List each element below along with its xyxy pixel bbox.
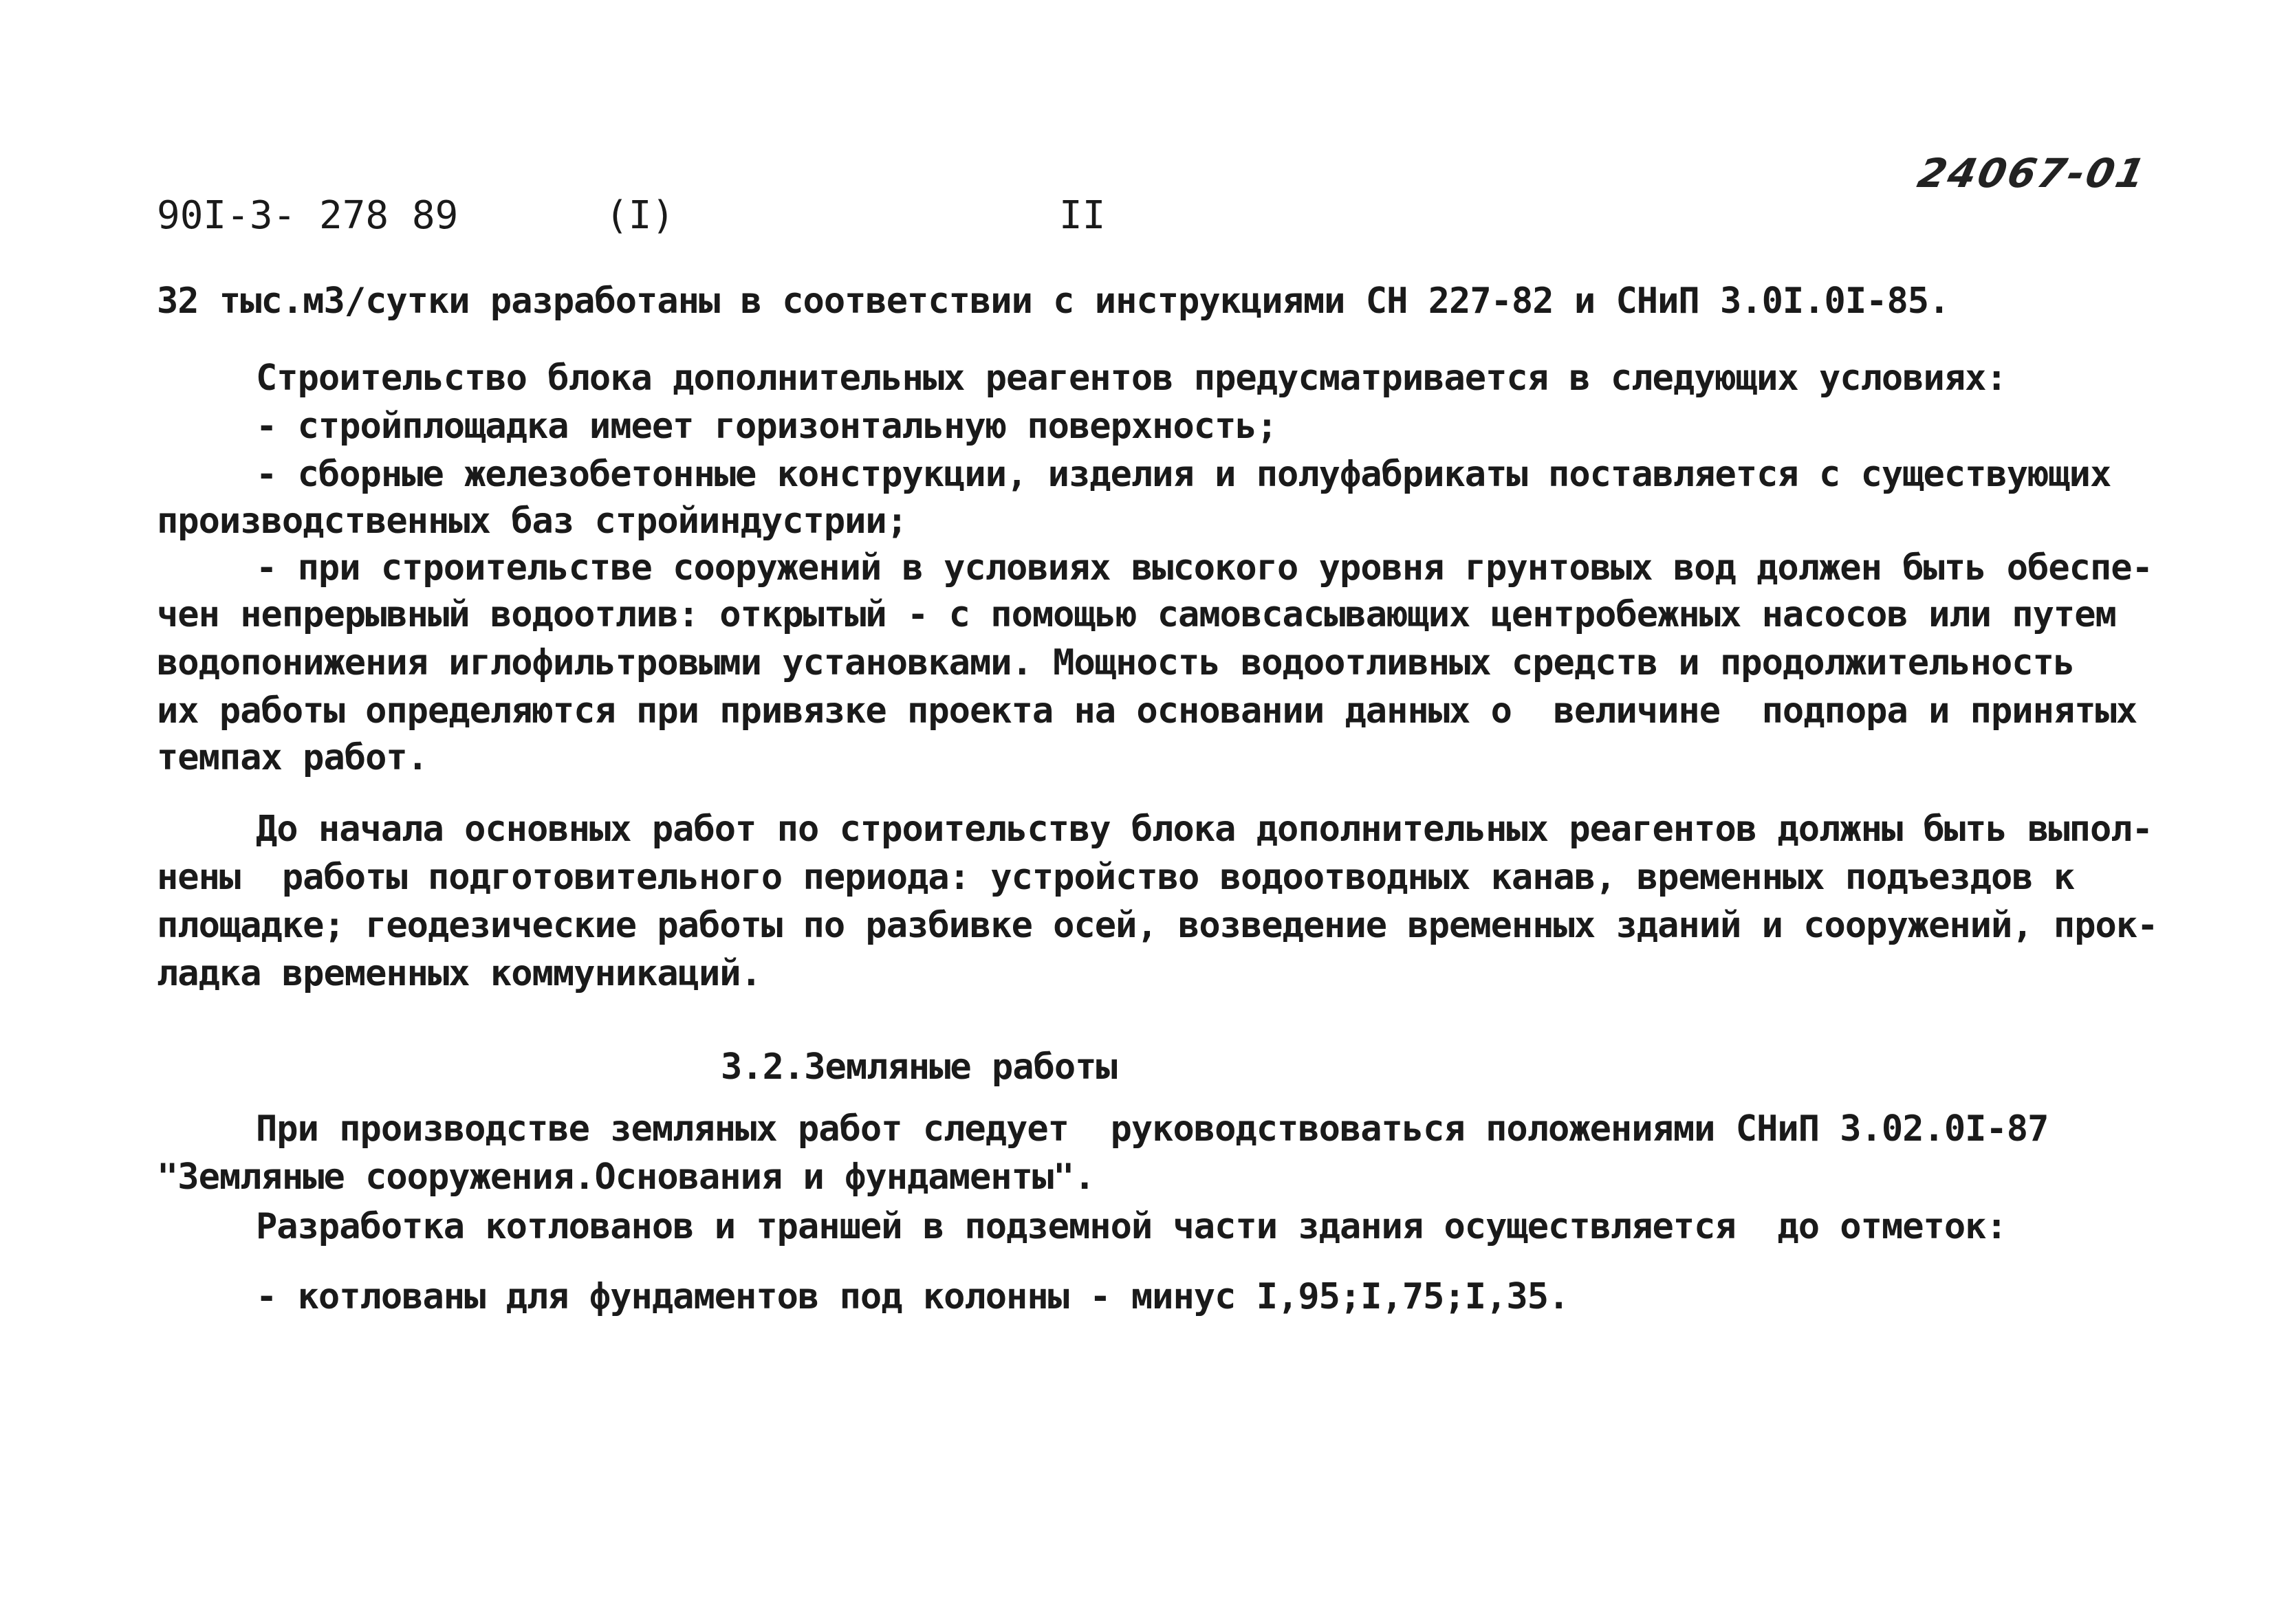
conditions-line-7: их работы определяются при привязке проекта на основании данных о величине подпора и принятых [157, 690, 2137, 732]
prep-line-1: нены работы подготовительного периода: устройство водоотводных канав, временных подъездов к [157, 857, 2075, 898]
earth-line-0: При производстве земляных работ следует руководствоваться положениями СНиП 3.02.0I-87 [256, 1108, 2049, 1150]
document-part: (I) [605, 193, 675, 238]
earth-line-3: - котлованы для фундаментов под колонны - минус I,95;I,75;I,35. [256, 1276, 1569, 1317]
prep-line-3: ладка временных коммуникаций. [157, 953, 761, 994]
conditions-line-6: водопонижения иглофильтровыми установками. Мощность водоотливных средств и продолжительность [157, 642, 2075, 683]
section-heading: 3.2.Земляные работы [721, 1046, 1117, 1088]
conditions-line-3: производственных баз стройиндустрии; [157, 501, 908, 542]
handwritten-inventory-number: 24067-01 [1913, 150, 2151, 197]
prep-line-2: площадке; геодезические работы по разбивке осей, возведение временных зданий и сооружений, прок- [157, 905, 2158, 946]
intro-line: 32 тыс.м3/сутки разработаны в соответствии с инструкциями СН 227-82 и СНиП 3.0I.0I-85. [157, 281, 1950, 322]
conditions-line-5: чен непрерывный водоотлив: открытый - с помощью самовсасывающих центробежных насосов или путем [157, 594, 2116, 635]
page-number: II [1059, 193, 1106, 238]
earth-line-2: Разработка котлованов и траншей в подземной части здания осуществляется до отметок: [256, 1206, 2007, 1247]
conditions-line-4: - при строительстве сооружений в условиях высокого уровня грунтовых вод должен быть обеспе- [256, 547, 2153, 589]
document-code: 90I-3- 278 89 [157, 193, 459, 238]
conditions-line-1: - стройплощадка имеет горизонтальную поверхность; [256, 406, 1278, 447]
conditions-line-2: - сборные железобетонные конструкции, изделия и полуфабрикаты поставляется с существующих [256, 454, 2111, 495]
conditions-line-0: Строительство блока дополнительных реагентов предусматривается в следующих условиях: [256, 358, 2007, 399]
prep-line-0: До начала основных работ по строительству блока дополнительных реагентов должны быть выпол- [256, 809, 2153, 850]
conditions-line-8: темпах работ. [157, 737, 428, 778]
earth-line-1: "Земляные сооружения.Основания и фундаменты". [157, 1156, 1095, 1198]
